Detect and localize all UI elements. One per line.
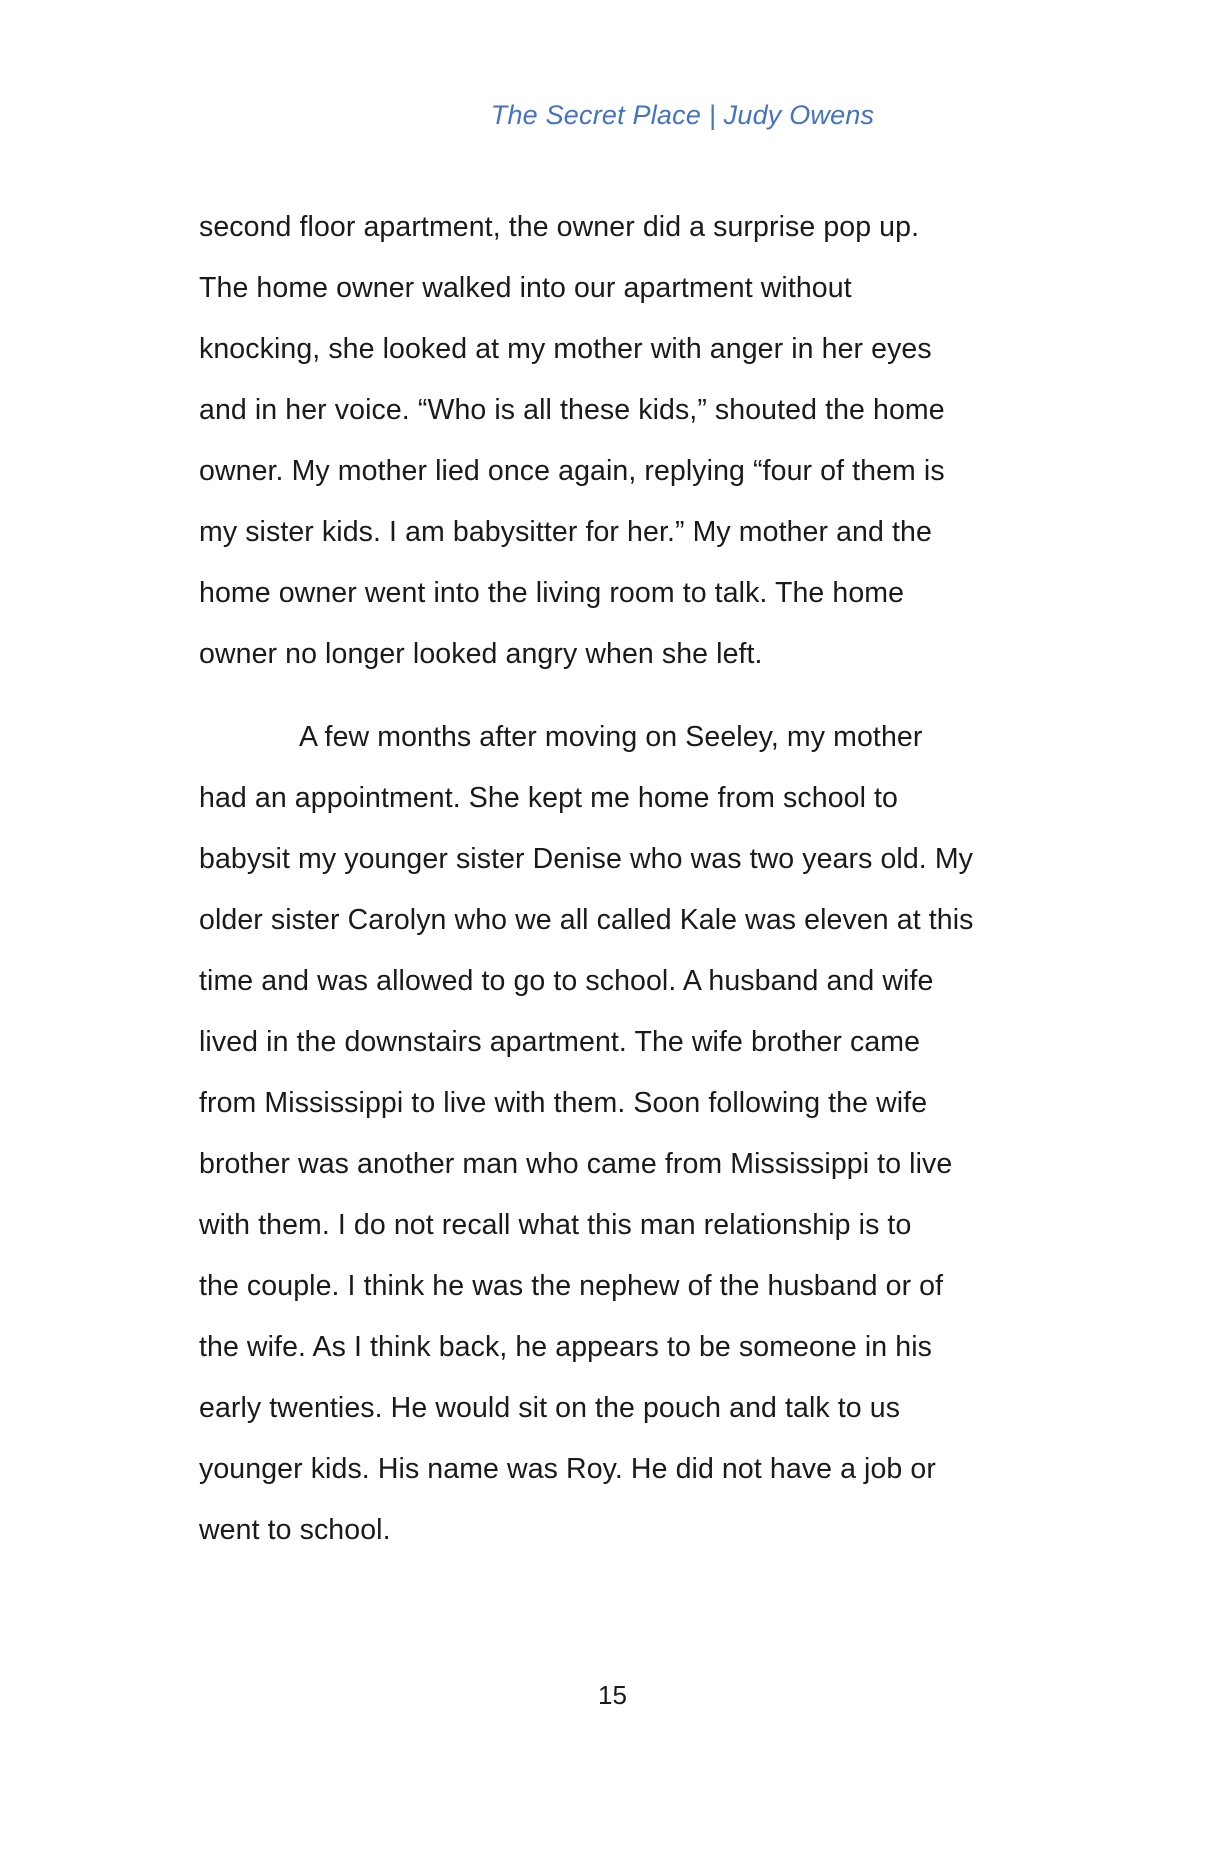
text-line: owner no longer looked angry when she left.: [199, 638, 763, 670]
text-line: went to school.: [199, 1514, 391, 1546]
body-text: [199, 197, 1029, 1561]
text-line: and in her voice. “Who is all these kids,” shouted the home: [199, 394, 945, 426]
paragraph-2: [199, 707, 1029, 1561]
text-line: knocking, she looked at my mother with anger in her eyes: [199, 333, 932, 365]
text-line: my sister kids. I am babysitter for her.” My mother and the: [199, 516, 932, 548]
text-line: A few months after moving on Seeley, my mother: [299, 721, 923, 753]
text-line: home owner went into the living room to talk. The home: [199, 577, 905, 609]
text-line: from Mississippi to live with them. Soon following the wife: [199, 1087, 928, 1119]
text-line: owner. My mother lied once again, replying “four of them is: [199, 455, 945, 487]
running-header: [0, 100, 1225, 131]
text-line: lived in the downstairs apartment. The wife brother came: [199, 1026, 921, 1058]
page-number: 15: [598, 1680, 627, 1710]
header-text: The Secret Place | Judy Owens: [490, 100, 875, 130]
text-line: early twenties. He would sit on the pouch and talk to us: [199, 1392, 901, 1424]
text-line: younger kids. His name was Roy. He did not have a job or: [199, 1453, 936, 1485]
text-line: older sister Carolyn who we all called Kale was eleven at this: [199, 904, 974, 936]
text-line: the wife. As I think back, he appears to be someone in his: [199, 1331, 932, 1363]
text-line: second floor apartment, the owner did a surprise pop up.: [199, 211, 920, 243]
text-line: had an appointment. She kept me home from school to: [199, 782, 899, 814]
paragraph-1: [199, 197, 1029, 685]
text-line: babysit my younger sister Denise who was two years old. My: [199, 843, 974, 875]
text-line: with them. I do not recall what this man relationship is to: [199, 1209, 912, 1241]
text-line: brother was another man who came from Mississippi to live: [199, 1148, 953, 1180]
text-line: The home owner walked into our apartment without: [199, 272, 852, 304]
text-line: the couple. I think he was the nephew of the husband or of: [199, 1270, 944, 1302]
text-line: time and was allowed to go to school. A husband and wife: [199, 965, 934, 997]
